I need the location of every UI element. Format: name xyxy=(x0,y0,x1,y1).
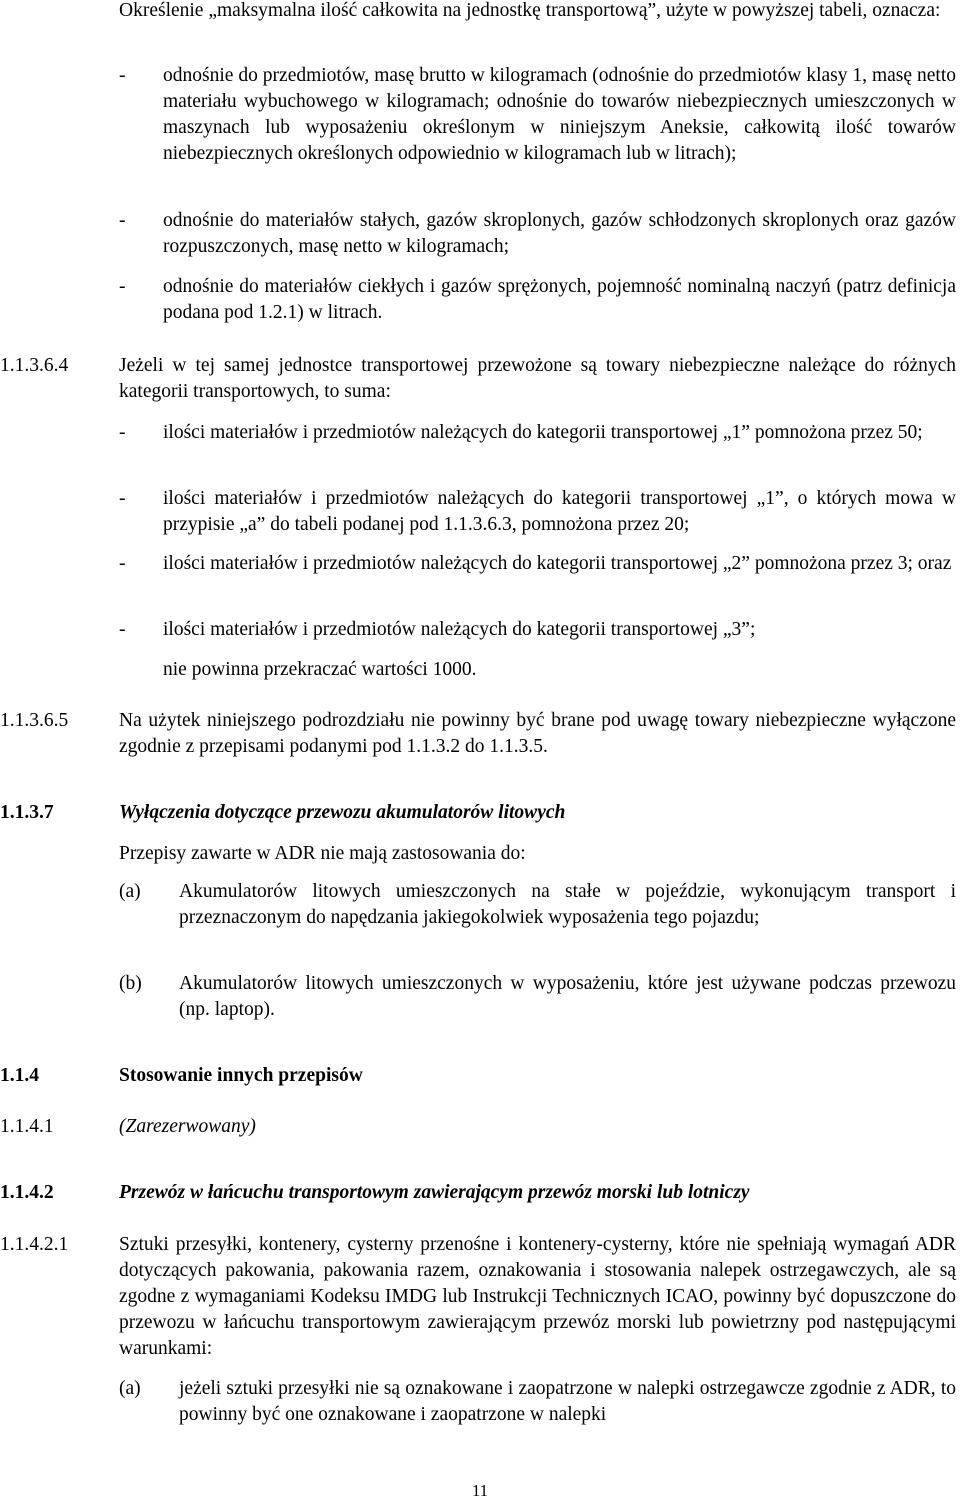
section-heading: Przewóz w łańcuchu transportowym zawierającym przewóz morski lub lotniczy xyxy=(119,1182,750,1203)
section-heading: Wyłączenia dotyczące przewozu akumulatorów litowych xyxy=(119,802,566,823)
list-dash: - xyxy=(119,276,126,297)
list-dash: - xyxy=(119,210,126,231)
list-dash: - xyxy=(119,65,126,86)
list-dash: - xyxy=(119,619,126,640)
section-number: 1.1.4.2.1 xyxy=(0,1234,69,1255)
list-dash: - xyxy=(119,422,126,443)
list-item-text: odnośnie do materiałów stałych, gazów skroplonych, gazów schłodzonych skroplonych oraz gazów rozpuszczonych, masę netto w kilogramach; xyxy=(163,210,956,257)
section-number: 1.1.3.6.5 xyxy=(0,710,69,731)
item-label: (a) xyxy=(119,881,141,902)
page-number: 11 xyxy=(471,1481,489,1500)
section-text: Na użytek niniejszego podrozdziału nie powinny być brane pod uwagę towary niebezpieczne wyłączone zgodnie z przepisami podanymi pod 1.1.3.2 do 1.1.3.5. xyxy=(119,710,956,757)
section-text: Jeżeli w tej samej jednostce transportowej przewożone są towary niebezpieczne należące do różnych kategorii transportowych, to suma: xyxy=(119,355,956,402)
section-text: Sztuki przesyłki, kontenery, cysterny przenośne i kontenery-cysterny, które nie spełniają wymagań ADR dotyczących pakowania, pakowania razem, oznakowania i stosowania nalepek ostrzegawczych, ale są zgodne z wymaganiami Kodeksu IMDG lub Instrukcji Technicznych ICAO, powinny być dopuszczone do przewozu w łańcuchu transportowym zawierającym przewóz morski lub powietrzny pod następującymi warunkami: xyxy=(119,1234,956,1359)
section-number: 1.1.4 xyxy=(0,1065,39,1086)
section-number: 1.1.4.1 xyxy=(0,1116,54,1137)
item-label: (b) xyxy=(119,973,142,994)
list-item-text: odnośnie do przedmiotów, masę brutto w kilogramach (odnośnie do przedmiotów klasy 1, masę netto materiału wybuchowego w kilogramach; odnośnie do towarów niebezpiecznych umieszczonych w maszynach lub wyposażeniu określonym w niniejszym Aneksie, całkowitą ilość towarów niebezpiecznych określonych odpowiednio w kilogramach lub w litrach); xyxy=(163,65,956,164)
list-item-text: ilości materiałów i przedmiotów należących do kategorii transportowej „3”; xyxy=(163,619,756,640)
section-heading: (Zarezerwowany) xyxy=(119,1116,256,1137)
item-text: Akumulatorów litowych umieszczonych na stałe w pojeździe, wykonującym transport i przeznaczonym do napędzania jakiegokolwiek wyposażenia tego pojazdu; xyxy=(179,881,956,928)
list-dash: - xyxy=(119,553,126,574)
list-dash: - xyxy=(119,488,126,509)
intro-paragraph: Określenie „maksymalna ilość całkowita na jednostkę transportową”, użyte w powyższej tabeli, oznacza: xyxy=(119,0,941,21)
section-number: 1.1.4.2 xyxy=(0,1182,54,1203)
section-number: 1.1.3.6.4 xyxy=(0,355,69,376)
s1137-lead: Przepisy zawarte w ADR nie mają zastosowania do: xyxy=(119,843,526,864)
list-item-text: odnośnie do materiałów ciekłych i gazów sprężonych, pojemność nominalną naczyń (patrz definicja podana pod 1.2.1) w litrach. xyxy=(163,276,956,323)
item-text: Akumulatorów litowych umieszczonych w wyposażeniu, które jest używane podczas przewozu (np. laptop). xyxy=(179,973,956,1020)
item-text: jeżeli sztuki przesyłki nie są oznakowane i zaopatrzone w nalepki ostrzegawcze zgodnie z ADR, to powinny być one oznakowane i zaopatrzone w nalepki xyxy=(179,1378,956,1425)
s11364-tail: nie powinna przekraczać wartości 1000. xyxy=(163,659,477,680)
section-heading: Stosowanie innych przepisów xyxy=(119,1065,363,1086)
item-label: (a) xyxy=(119,1378,141,1399)
section-number: 1.1.3.7 xyxy=(0,802,54,823)
list-item-text: ilości materiałów i przedmiotów należących do kategorii transportowej „2” pomnożona przez 3; oraz xyxy=(163,553,952,574)
list-item-text: ilości materiałów i przedmiotów należących do kategorii transportowej „1”, o których mowa w przypisie „a” do tabeli podanej pod 1.1.3.6.3, pomnożona przez 20; xyxy=(163,488,956,535)
list-item-text: ilości materiałów i przedmiotów należących do kategorii transportowej „1” pomnożona przez 50; xyxy=(163,422,923,443)
